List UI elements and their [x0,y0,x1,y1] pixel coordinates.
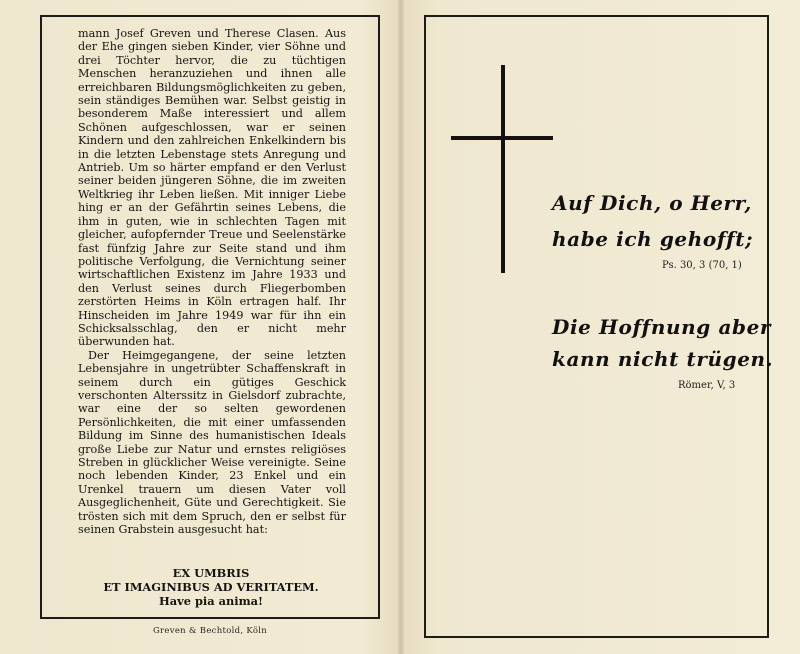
verse-1-line-2: habe ich gehofft; [552,227,754,251]
right-panel-frame [424,15,774,638]
biography-paragraph-1: mann Josef Greven und Therese Clasen. Aus der Ehe gingen sieben Kinder, vier Söhne und drei Töchter hervor, die zu tüchtigen Menschen heranzuziehen und ihnen alle erreichbaren Bildungsmöglichkeiten zu geben, sein ständiges Bemühen war. Selbst geistig in besonderem Maße interessiert und allem Schönen aufgeschlossen, war er seinen Kindern und den zahlreichen Enkelkindern bis in die letzten Lebenstage stets Anregung und Antrieb. Um so härter empfand er den Verlust seiner beiden jüngeren Söhne, die im zweiten Weltkrieg ihr Leben ließen. Mit inniger Liebe hing er an der Gefährtin seines Lebens, die ihm in guten, wie in schlechten Tagen mit gleicher, aufopfernder Treue und Seelenstärke fast fünfzig Jahre zur Seite stand und ihm politische Verfolgung, die Vernichtung seiner wirtschaftlichen Existenz im Jahre 1933 und den Verlust seines durch Fliegerbomben zerstörten Heims in Köln ertragen half. Ihr Hinscheiden im Jahre 1949 war für ihn ein Schicksalsschlag, den er nicht mehr überwunden hat. [78,27,346,349]
left-panel-frame [40,15,380,619]
verse-2-reference: Römer, V, 3 [678,380,736,391]
verse-2-line-1: Die Hoffnung aber [552,315,772,339]
cross-icon-vertical [501,65,505,273]
epitaph-motto [58,566,364,608]
motto-line-3: Have pia anima! [158,594,264,608]
verse-1-line-1: Auf Dich, o Herr, [552,191,752,215]
biography-paragraph-2: Der Heimgegangene, der seine letzten Lebensjahre in ungetrübter Schaffenskraft in seinem durch ein gütiges Geschick verschonten Alterssitz in Gielsdorf zubrachte, war eine der so selten gewordenen Persönlichkeiten, die mit einer umfassenden Bildung im Sinne des humanistischen Ideals große Liebe zur Natur und ernstes religiöses Streben in glücklicher Weise vereinigte. Seine noch lebenden Kinder, 23 Enkel und ein Urenkel trauern um diesen Vater voll Ausgeglichenheit, Güte und Gerechtigkeit. Sie trösten sich mit dem Spruch, den er selbst für seinen Grabstein ausgesucht hat: [78,348,346,537]
verse-2-line-2: kann nicht trügen. [552,347,774,371]
motto-line-1: EX UMBRIS [172,566,250,580]
cross-icon-horizontal [451,136,553,140]
verse-1-reference: Ps. 30, 3 (70, 1) [662,260,742,271]
printer-imprint: Greven & Bechtold, Köln [152,626,268,636]
motto-line-2: ET IMAGINIBUS AD VERITATEM. [103,580,319,594]
card-fold [398,0,404,654]
biography-text [78,27,346,536]
